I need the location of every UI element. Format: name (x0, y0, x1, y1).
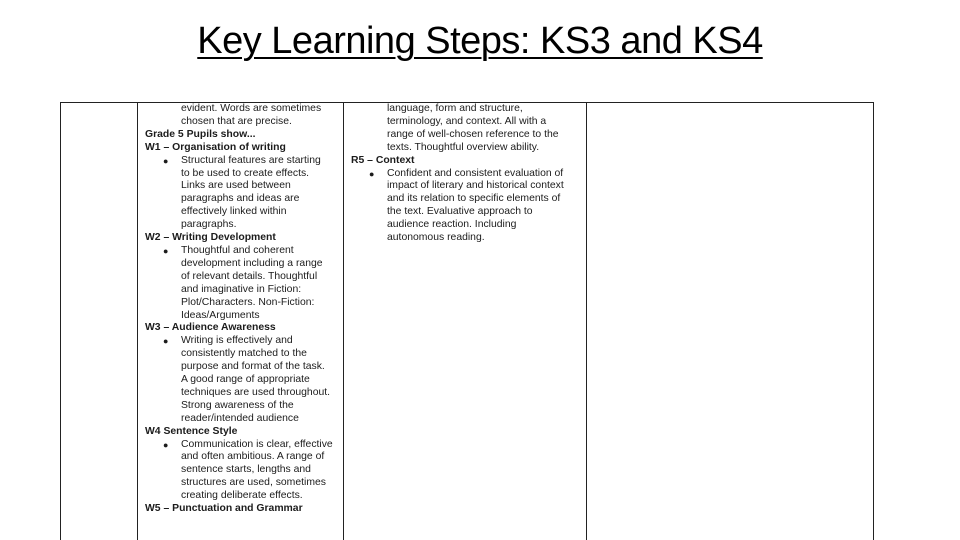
text-line: evident. Words are sometimes (181, 103, 322, 114)
text-line: Writing is effectively and (181, 335, 293, 347)
section-heading-w2: W2 – Writing Development (145, 232, 276, 244)
text-line: the text. Evaluative approach to (387, 206, 533, 218)
text-line: Strong awareness of the (181, 399, 294, 411)
text-line: autonomous reading. (387, 232, 485, 244)
section-heading-w1: W1 – Organisation of writing (145, 141, 286, 153)
text-line: Thoughtful and coherent (181, 244, 294, 256)
reading-criteria-cell (351, 103, 581, 245)
bullet-item (145, 155, 343, 168)
bullet-icon: ● (163, 336, 169, 347)
text-line: structures are used, sometimes (181, 477, 326, 489)
text-line: to be used to create effects. (181, 167, 310, 179)
text-line: Plot/Characters. Non-Fiction: (181, 296, 315, 308)
text-line: Confident and consistent evaluation of (387, 167, 564, 179)
text-line: language, form and structure, (387, 103, 523, 114)
bullet-icon: ● (369, 168, 375, 179)
grade-heading: Grade 5 Pupils show... (145, 128, 256, 140)
text-line: paragraphs. (181, 219, 237, 231)
column-divider (343, 103, 344, 540)
column-divider (586, 103, 587, 540)
text-line: development including a range (181, 257, 323, 269)
text-line: impact of literary and historical context (387, 180, 564, 192)
bullet-icon: ● (163, 245, 169, 256)
text-line: Structural features are starting (181, 154, 321, 166)
section-heading-r5: R5 – Context (351, 154, 415, 166)
text-line: purpose and format of the task. (181, 361, 325, 373)
text-line: audience reaction. Including (387, 219, 517, 231)
text-line: range of well-chosen reference to the (387, 128, 559, 140)
text-line: of relevant details. Thoughtful (181, 270, 318, 282)
text-line: creating deliberate effects. (181, 490, 303, 502)
text-line: Communication is clear, effective (181, 438, 333, 450)
text-line: reader/intended audience (181, 412, 299, 424)
bullet-item (145, 439, 343, 452)
section-heading-w3: W3 – Audience Awareness (145, 322, 276, 334)
bullet-item (145, 335, 343, 348)
text-line: techniques are used throughout. (181, 386, 331, 398)
text-line: and often ambitious. A range of (181, 451, 325, 463)
text-line: and its relation to specific elements of (387, 193, 561, 205)
text-line: effectively linked within (181, 206, 287, 218)
section-heading-w5: W5 – Punctuation and Grammar (145, 503, 303, 515)
column-divider (137, 103, 138, 540)
text-line: A good range of appropriate (181, 374, 310, 386)
text-line: terminology, and context. All with a (387, 115, 547, 127)
writing-criteria-cell (145, 103, 343, 516)
slide-title: Key Learning Steps: KS3 and KS4 (197, 20, 763, 62)
bullet-item (145, 245, 343, 258)
text-line: texts. Thoughtful overview ability. (387, 141, 540, 153)
assessment-table (60, 102, 874, 540)
text-line: consistently matched to the (181, 348, 307, 360)
text-line: paragraphs and ideas are (181, 193, 300, 205)
text-line: Ideas/Arguments (181, 309, 260, 321)
bullet-item (351, 168, 581, 181)
bullet-icon: ● (163, 155, 169, 166)
text-line: sentence starts, lengths and (181, 464, 311, 476)
text-line: and imaginative in Fiction: (181, 283, 302, 295)
bullet-icon: ● (163, 439, 169, 450)
text-line: Links are used between (181, 180, 291, 192)
section-heading-w4: W4 Sentence Style (145, 425, 238, 437)
text-line: chosen that are precise. (181, 115, 292, 127)
